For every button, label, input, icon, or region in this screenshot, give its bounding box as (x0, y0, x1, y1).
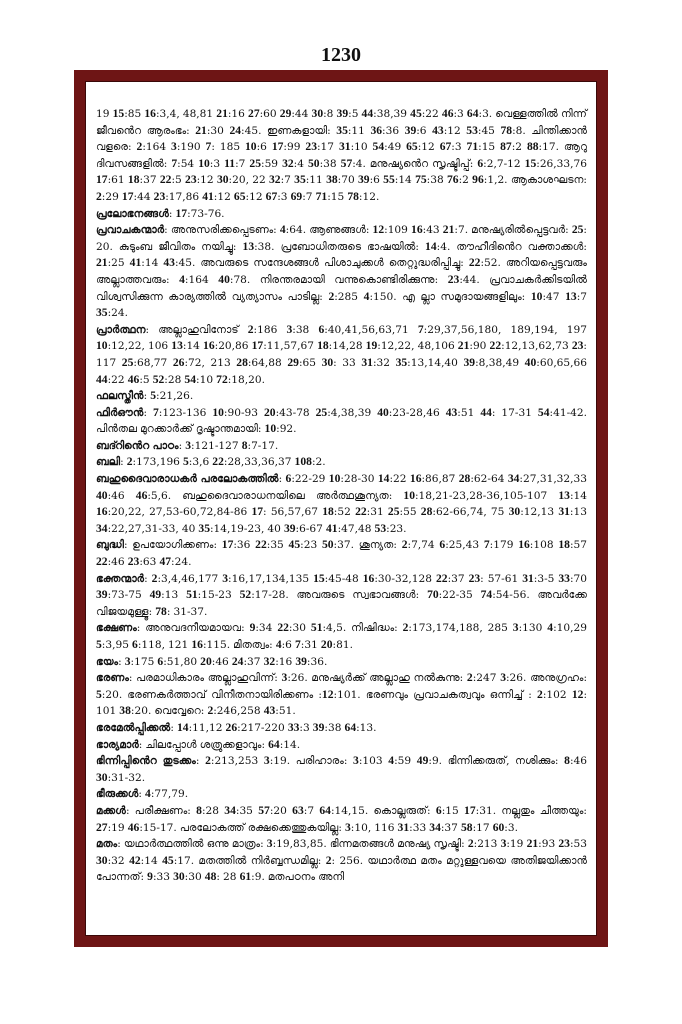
entry-heading: മതം (96, 838, 118, 851)
entry-references: : അല്ലാഹുവിനോട് 2:186 3:38 6:40,41,56,63,71 7:29,37,56,180, 189,194, 197 10:12,22, 106 13:14 16:20,86 17:11,57,67 18:14,28 19:12,22, 48,106 21:90 22:12,13,62,73 23: 117 25:68,77 26:72, 213 28:64,88 29:65 30: 33 31:32 35:13,14,40 39:8,38,49 40:60,65,66 44:22 46:5 52:28 54:10 72:18,20. (96, 322, 588, 386)
index-entry (96, 654, 587, 671)
entry-references: : 17:73-76. (168, 206, 225, 220)
index-entry (96, 438, 587, 455)
index-entry (96, 471, 587, 537)
index-entry (96, 405, 587, 438)
entry-references: : 2:173,196 5:3,6 22:28,33,36,37 108:2. (120, 455, 326, 469)
entry-heading: പ്രാർത്ഥന (96, 323, 146, 336)
entry-references: : 3:121-127 8:7-17. (178, 438, 279, 452)
index-content (85, 81, 597, 936)
entry-references: : 7:123-136 10:90-93 20:43-78 25:4,38,39 40:23-28,46 43:51 44: 17-31 54:41-42. പിൻതല മുറക്കാർക്ക് ദൃഷ്ടാന്തമായി: 10:92. (96, 405, 587, 436)
entry-references: : ഉപയോഗിക്കണം: 17:36 22:35 45:23 50:37. ശൂന്യത: 2:7,74 6:25,43 7:179 16:108 18:57 22:46 23:63 47:24. (96, 538, 587, 569)
index-entry (96, 737, 587, 754)
entry-heading: ഭക്തന്മാർ (96, 572, 145, 585)
index-entry (96, 803, 587, 836)
entry-references: : 6:22-29 10:28-30 14:22 16:86,87 28:62-64 34:27,31,32,33 40:46 46:5,6. ബഹുദൈവാരാധനയിലെ അർത്ഥശൂന്യത: 10:18,21-23,28-36,105-107 13:14 16:20,22, 27,53-60,72,84-86 17: 56,57,67 18:52 22:31 25:55 28:62-66,74, 75 30:12,13 31:13 34:22,27,31-33, 40 35:14,19-23, 40 39:6-67 41:47,48 53:23. (96, 472, 588, 535)
index-entry (96, 222, 587, 322)
page-number: 1230 (321, 44, 361, 66)
entry-heading: ബലി (96, 456, 121, 469)
entry-heading: ഭാര്യമാർ (96, 738, 139, 751)
index-entry (96, 786, 587, 803)
entry-heading: ബുദ്ധി (96, 539, 124, 552)
entry-heading: ബദ്റിൻെറ പാഠം (96, 439, 179, 452)
entry-references: : 2:3,4,46,177 3:16,17,134,135 15:45-48 16:30-32,128 22:37 23: 57-61 31:3-5 33:70 39:73-75 49:13 51:15-23 52:17-28. അവരുടെ സ്വഭാവങ്ങൾ: 70:22-35 74:54-56. അവർക്കേ വിജയമുള്ളൂ: 78: 31-37. (96, 571, 588, 618)
index-entry (96, 106, 587, 206)
entry-references: : അനുവദനീയമായവ: 9:34 22:30 51:4,5. നിഷിദ്ധം: 2:173,174,188, 285 3:130 4:10,29 5:3,95 6:118, 121 16:115. മിതത്വം: 4:6 7:31 20:81. (96, 621, 587, 651)
entry-references: : 14:11,12 26:217-220 33:3 39:38 64:13. (170, 720, 377, 734)
page-border (74, 70, 608, 947)
entry-heading: ഫിർഔൻ (96, 406, 144, 419)
entry-references: : പരമാധികാരം അല്ലാഹുവിന്ന്: 3:26. മനുഷ്യർക്ക് അല്ലാഹു നൽകുന്നു: 2:247 3:26. അനുഗ്രഹം: 5:20. ഭരണകർത്താവ് വിനീതനായിരിക്കണം :12:101. ഭരണവും പ്രവാചകത്വവും ഒന്നിച്ച് : 2:102 12: 101 38:20. വെവ്വേറെ: 2:246,258 43:51. (96, 671, 588, 718)
entry-references: : ചിലപ്പോൾ ശത്രുക്കളാവും: 64:14. (138, 737, 301, 751)
entry-references: 19 15:85 16:3,4, 48,81 21:16 27:60 29:44 30:8 39:5 44:38,39 45:22 46:3 64:3. വെള്ളത്തിൽ നിന്ന് ജീവൻെറ ആരംഭം: 21:30 24:45. ഇണകളായി: 35:11 36:36 39:6 43:12 53:45 78:8. ചിന്തിക്കാൻ വളരെ: 2:164 3:190 7: 185 10:6 17:99 23:17 31:10 54:49 65:12 67:3 71:15 87:2 88:17. ആറു ദിവസങ്ങളിൽ: 7:54 10:3 11:7 25:59 32:4 50:38 57:4. മനുഷ്യൻെറ സൃഷ്ടിപ്പ്: 6:2,7-12 15:26,33,76 17:61 18:37 22:5 23:12 30:20, 22 32:7 35:11 38:70 39:6 55:14 75:38 76:2 96:1,2. ആകാശഘടന: 2:29 17:44 23:17,86 41:12 65:12 67:3 69:7 71:15 78:12. (96, 107, 588, 203)
entry-heading: പ്രവാചകന്മാർ (96, 224, 165, 237)
index-entry (96, 322, 587, 388)
entry-references: : അനുസരിക്കപ്പെടണം: 4:64. ആണുങ്ങൾ: 12:109 16:43 21:7. മനുഷ്യരിൽപ്പെട്ടവർ: 25: 20. കുടുംബ ജീവിതം നയിച്ചു: 13:38. പ്രബോധിതരുടെ ഭാഷയിൽ: 14:4. തൗഹീദിൻെറ വക്താക്കൾ: 21:25 41:14 43:45. അവരുടെ സന്ദേശങ്ങൾ പിശാചുക്കൾ തെറ്റുദ്ധരിപ്പിച്ചു: 22:52. അറിയപ്പെട്ടവരും അല്ലാത്തവരും: 4:164 40:78. നിരന്തരമായി വന്നുകൊണ്ടിരിക്കുന്നു: 23:44. പ്രവാചകർക്കിടയിൽ വിശ്വസിക്കുന്ന കാര്യത്തിൽ വ്യത്യാസം പാടില്ല: 2:285 4:150. എ ല്ലാ സമുദായങ്ങളിലും: 10:47 13:7 35:24. (96, 223, 588, 320)
entry-references: : യഥാർത്ഥത്തിൽ ഒന്നു മാത്രം: 3:19,83,85. ഭിന്നമതങ്ങൾ മനുഷ്യ സൃഷ്ടി: 2:213 3:19 21:93 23:53 30:32 42:14 45:17. മതത്തിൽ നിർബ്ബന്ധമില്ല: 2: 256. യഥാർത്ഥ മതം മറ്റുള്ളവയെ അതിജയിക്കാൻ പോന്നത്: 9:33 30:30 48: 28 61:9. മതപഠനം അനി (96, 837, 588, 884)
index-entry (96, 388, 587, 405)
index-entry (96, 836, 587, 886)
entry-heading: പ്രലോഭനങ്ങൾ (96, 207, 169, 220)
entry-heading: ഭീരുക്കൾ (96, 788, 139, 801)
entry-heading: ഭിന്നിപ്പിൻെറ തുടക്കം (96, 755, 196, 768)
entry-heading: ഭക്ഷണം (96, 622, 137, 635)
entry-references: : 3:175 6:51,80 20:46 24:37 32:16 39:36. (118, 654, 328, 668)
entry-references: : പരീക്ഷണം: 8:28 34:35 57:20 63:7 64:14,15. കൊല്ലരുത്: 6:15 17:31. നല്ലതും ചീത്തയും: 27:19 46:15-17. പരലോകത്ത് രക്ഷക്കെത്തുകയില്ല: 3:10, 116 31:33 34:37 58:17 60:3. (96, 803, 587, 834)
entry-heading: ബഹുദൈവാരാധകർ പരലോകത്തിൽ (96, 473, 279, 486)
index-entry (96, 537, 587, 570)
index-entry (96, 753, 587, 786)
index-entry (96, 670, 587, 720)
entry-heading: ഫലസ്തീൻ (96, 390, 144, 403)
entry-heading: ഭരമേൽപ്പിക്കൽ (96, 721, 171, 734)
index-entry (96, 454, 587, 471)
index-entry (96, 720, 587, 737)
entry-heading: മക്കൾ (96, 804, 126, 817)
entry-references: : 5:21,26. (143, 389, 194, 403)
entry-references: : 2:213,253 3:19. പരിഹാരം: 3:103 4:59 49:9. ഭിന്നിക്കരുത്, നശിക്കും: 8:46 30:31-32. (96, 754, 587, 784)
entry-heading: ഭരണം (96, 672, 129, 685)
index-entry (96, 620, 587, 653)
index-entry (96, 206, 587, 223)
entry-references: : 4:77,79. (138, 787, 189, 801)
entry-heading: ഭയം (96, 655, 119, 668)
index-entry (96, 571, 587, 621)
